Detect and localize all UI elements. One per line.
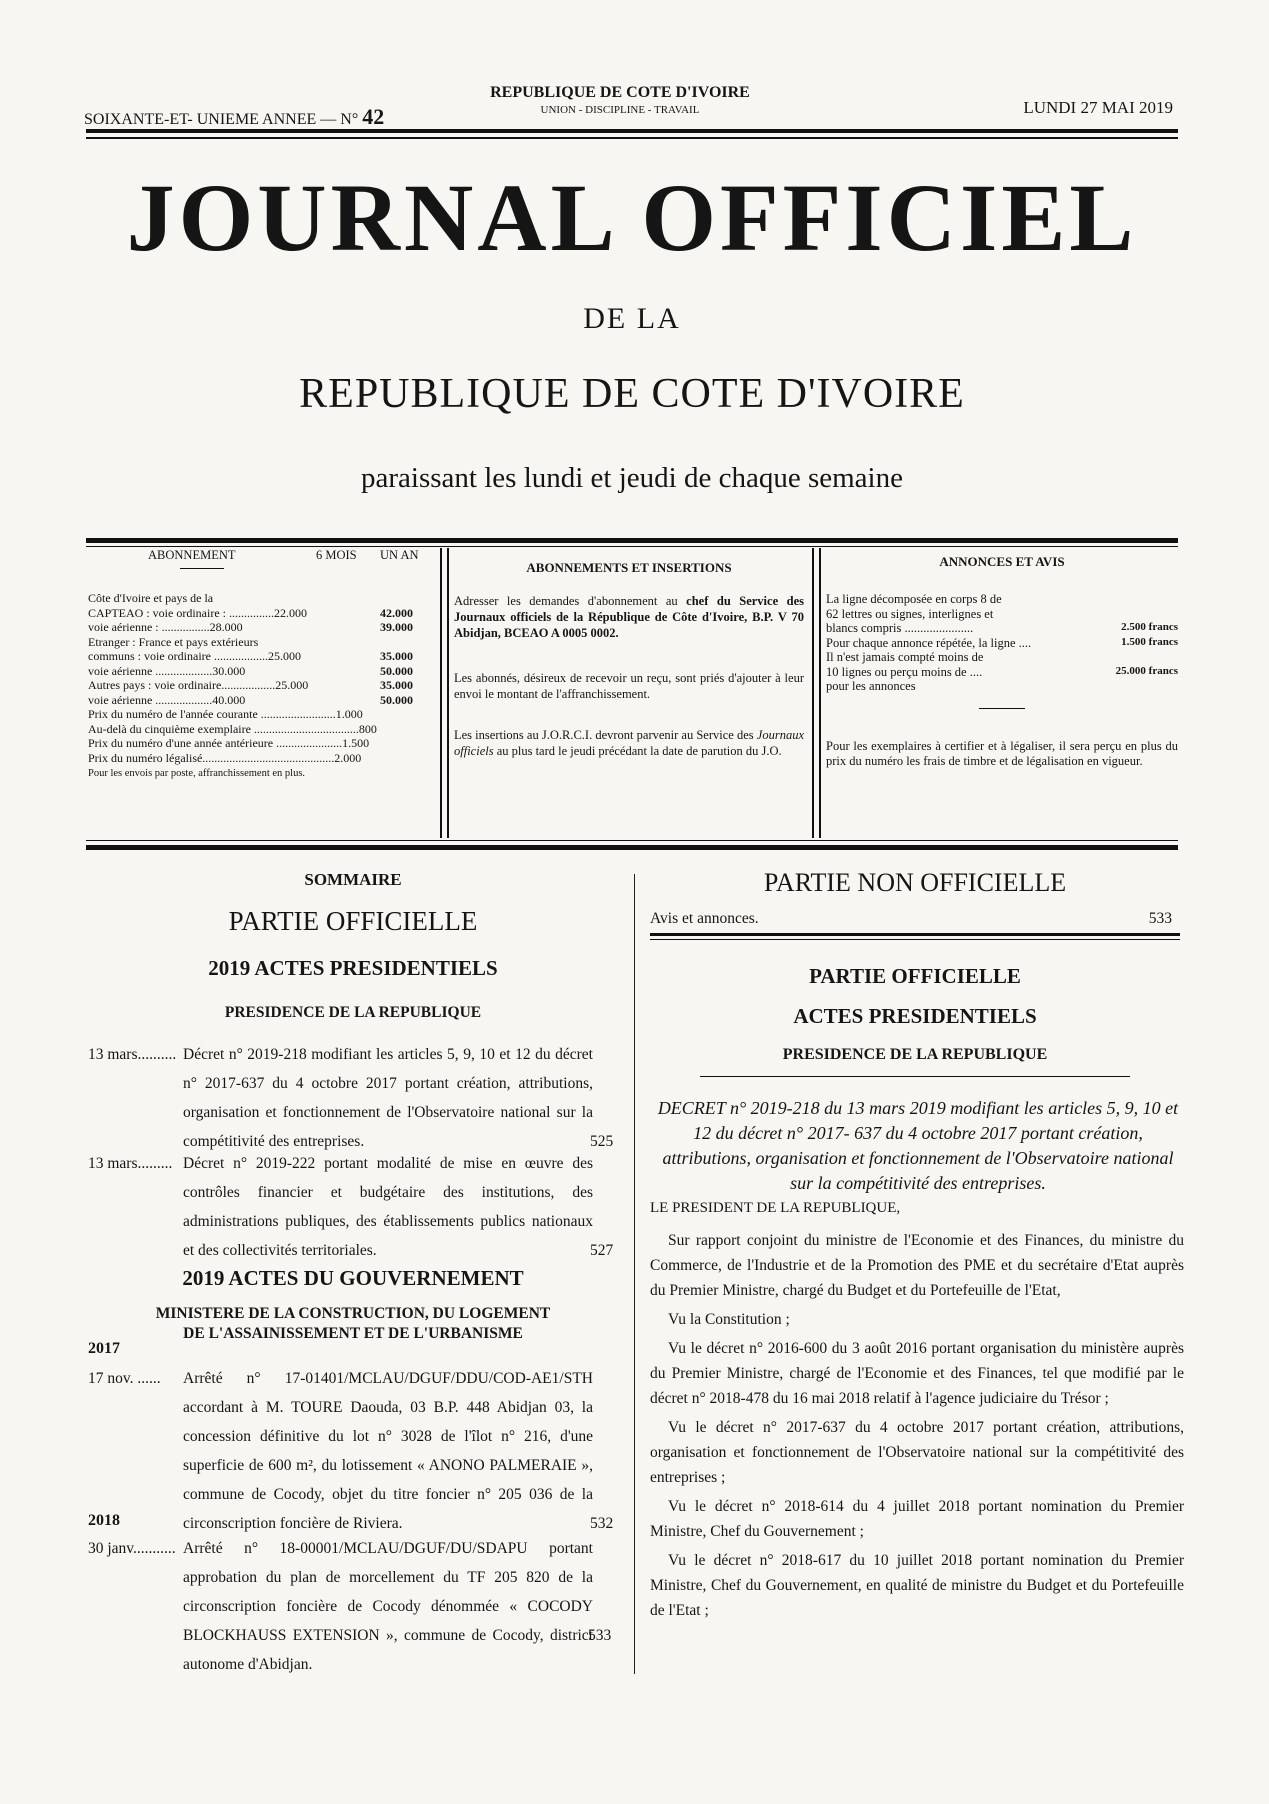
decree-paragraph: Vu le décret n° 2017-637 du 4 octobre 2017 portant création, attributions, organisation et fonctionnement de l'Observatoire national sur la compétitivité des entreprises ; [650,1419,1184,1486]
ministere-line-1: MINISTERE DE LA CONSTRUCTION, DU LOGEMENT [155,1305,551,1322]
avis-annonces-label: Avis et annonces. [650,910,759,927]
abonnement-header [88,540,434,570]
annonces-price-2: 1.500 francs [1121,635,1178,648]
header-rule-thin [86,137,1178,139]
abonnement-row [88,707,434,722]
abonnement-box [88,540,434,844]
sommaire-presidence: PRESIDENCE DE LA REPUBLIQUE [224,1004,482,1021]
toc-entry-page: 527 [590,1242,614,1259]
abonnement-row-price: 39.000 [380,620,413,634]
decree-title: DECRET n° 2019-218 du 13 mars 2019 modifiant les articles 5, 9, 10 et 12 du décret n° 2017- 637 du 4 octobre 2017 portant création, attributions, organisation et fonctionnement de l'Observatoire national sur la compétitivité des entreprises. [657,1098,1179,1193]
annonces-l3-text: blancs compris ...................... [826,621,974,636]
sommaire-actes-gouvernement: 2019 ACTES DU GOUVERNEMENT [182,1266,524,1290]
insertions-p2: Les abonnés, désireux de recevoir un reçu, sont priés d'ajouter à leur envoi le montant de l'affranchissement. [454,671,804,701]
year-2017: 2017 [88,1340,120,1357]
annonces-l6 [826,665,1178,680]
decree-paragraph: Vu le décret n° 2018-617 du 10 juillet 2018 portant nomination du Premier Ministre, Chef du Gouvernement, en qualité de ministre du Budget et du Portefeuille de l'Etat ; [650,1552,1184,1619]
annonces-l7 [826,679,1178,694]
abonnement-row-label: Côte d'Ivoire et pays de la [88,591,214,605]
abonnement-6mois: 6 MOIS [316,548,357,562]
annonces-l7-text: pour les annonces [826,679,916,694]
annonces-l2 [826,607,1178,622]
insertions-p3-i: Journaux officiels [454,728,804,758]
insertions-p1-a: Adresser les demandes d'abonnement au [454,594,687,609]
annonces-l5 [826,650,1178,665]
insertions-p1 [454,594,804,641]
decree-paragraph: Vu le décret n° 2016-600 du 3 août 2016 portant organisation du ministère auprès du Premier Ministre, chargé de l'Economie et des Finances, tel que modifié par le décret n° 2018-478 du 16 mai 2018 relatif à l'agence judiciaire du Trésor ; [650,1340,1184,1407]
insertions-box [454,540,804,844]
abonnement-row [88,606,434,621]
toc-entry-text: Arrêté n° 18-00001/MCLAU/DGUF/DU/SDAPU portant approbation du plan de morcellement du TF 205 820 de la circonscription foncière de Cocody dénommée « COCODY BLOCKHAUSS EXTENSION », commune de Cocody, district autonome d'Abidjan. [183,1540,593,1673]
abonnement-row-label: Au-delà du cinquième exemplaire ...................................800 [88,721,377,736]
abonnement-row [88,678,434,693]
decree-body [650,1228,1184,1627]
abonnement-row [88,751,434,766]
toc-entry-1[interactable] [88,1040,622,1156]
toc-entry-text: Décret n° 2019-218 modifiant les articles 5, 9, 10 et 12 du décret n° 2017-637 du 4 octobre 2017 portant création, attributions, organisation et fonctionnement de l'Observatoire national sur la compétitivité des entreprises. [183,1046,593,1150]
abonnement-row [88,591,434,606]
column-divider [634,874,635,1674]
abonnement-row [88,620,434,635]
annonces-l5-text: Il n'est jamais compté moins de [826,650,984,665]
toc-entry-text: Arrêté n° 17-01401/MCLAU/DGUF/DDU/COD-AE1/STH accordant à M. TOURE Daouda, 03 B.P. 448 Abidjan 03, la concession définitive du lot n° 3028 de l'îlot n° 216, d'une superficie de 600 m², du lotissement « ANONO PALMERAIE », commune de Cocody, objet du titre foncier n° 205 036 de la circonscription foncière de Riviera. [183,1370,593,1532]
ministere-line-2: DE L'ASSAINISSEMENT ET DE L'URBANISME [183,1325,523,1342]
decree-paragraph: Vu la Constitution ; [668,1311,790,1328]
decree-paragraph: Sur rapport conjoint du ministre de l'Economie et des Finances, du ministre du Commerce, de l'Industrie et de la Promotion des PME et du secrétaire d'Etat auprès du Premier Ministre, chargé du Budget et du Portefeuille de l'Etat, [650,1232,1184,1299]
abonnement-row-label: voie aérienne ...................40.000 [88,692,246,707]
insertions-p3 [454,728,804,759]
abonnement-1an: UN AN [380,548,419,562]
right-rule-thick [650,933,1180,936]
sommaire-title: SOMMAIRE [304,870,402,889]
infobox-bottom-rule-thin [86,840,1178,841]
header-motto: UNION - DISCIPLINE - TRAVAIL [540,104,700,116]
issue-date: LUNDI 27 MAI 2019 [1023,98,1173,117]
president-line: LE PRESIDENT DE LA REPUBLIQUE, [650,1200,901,1216]
header-republic: REPUBLIQUE DE COTE D'IVOIRE [490,84,750,101]
abonnement-row-price: 50.000 [380,663,413,678]
annonces-l4 [826,636,1178,651]
annonces-cert: Pour les exemplaires à certifier et à légaliser, il sera perçu en plus du prix du numéro les frais de timbre et de légalisation en vigueur. [826,738,1178,769]
decree-paragraph: Vu le décret n° 2018-614 du 4 juillet 2018 portant nomination du Premier Ministre, Chef du Gouvernement ; [650,1498,1184,1540]
abonnement-row-label: Prix du numéro d'une année antérieure ......................1.500 [88,736,370,750]
abonnement-row [88,736,434,751]
sommaire-partie-officielle: PARTIE OFFICIELLE [228,906,478,936]
abonnement-row-label: voie aérienne : ................28.000 [88,620,243,634]
masthead-title: JOURNAL OFFICIEL [126,164,1138,271]
abonnement-row-label: voie aérienne ...................30.000 [88,663,246,678]
toc-entry-page: 525 [590,1133,614,1150]
infobox-divider-2 [812,548,821,838]
toc-entry-date: 13 mars.......... [88,1046,177,1063]
toc-entry-4[interactable] [88,1534,622,1673]
annonces-l4-text: Pour chaque annonce répétée, la ligne .... [826,635,1032,650]
year-2018: 2018 [88,1512,120,1529]
right-actes-presidentiels: ACTES PRESIDENTIELS [793,1004,1037,1028]
abonnement-row-price: 35.000 [380,678,413,692]
sommaire-actes-presidentiels: 2019 ACTES PRESIDENTIELS [208,956,498,980]
header-republic-block [420,84,820,116]
abonnement-row-label: CAPTEAO : voie ordinaire : ...............22.000 [88,605,307,620]
insertions-p3-a: Les insertions au J.O.R.C.I. devront parvenir au Service des [454,728,757,743]
abonnement-label: ABONNEMENT [148,548,236,562]
toc-entry-date: 13 mars......... [88,1155,173,1172]
toc-entry-page: 532 [590,1515,614,1532]
masthead-de-la: DE LA [583,302,681,335]
right-rule-thin [650,939,1180,940]
abonnement-row-label: Autres pays : voie ordinaire..................25.000 [88,678,309,692]
infobox-bottom-rule [86,845,1178,850]
abonnement-row-label: Prix du numéro légalisé............................................2.000 [88,750,362,765]
header-rule-thick [86,129,1178,133]
annonces-l2-text: 62 lettres ou signes, interlignes et [826,606,994,621]
insertions-title: ABONNEMENTS ET INSERTIONS [526,560,732,575]
toc-entry-date: 17 nov. ...... [88,1370,161,1387]
toc-entry-3[interactable] [88,1364,622,1534]
abonnement-row [88,664,434,679]
annonces-l3 [826,621,1178,636]
sommaire-ministere [86,1304,620,1344]
abonnement-row-price: 50.000 [380,692,413,707]
toc-entry-page: 533 [588,1627,612,1644]
partie-non-officielle-title: PARTIE NON OFFICIELLE [763,868,1067,897]
toc-entry-2[interactable] [88,1149,622,1265]
abonnement-row-price: 42.000 [380,605,413,620]
right-presidence: PRESIDENCE DE LA REPUBLIQUE [782,1046,1048,1063]
annonces-l1 [826,592,1178,607]
avis-annonces-entry[interactable] [650,910,1180,928]
abonnement-row-label: Etranger : France et pays extérieurs [88,634,259,649]
annonces-l1-text: La ligne décomposée en corps 8 de [826,592,1002,607]
masthead-republic: REPUBLIQUE DE COTE D'IVOIRE [299,371,965,417]
abonnement-row [88,635,434,650]
abonnement-row-label: Prix du numéro de l'année courante .........................1.000 [88,707,363,721]
annonces-box [826,540,1178,844]
abonnement-row [88,722,434,737]
issue-line [84,104,384,130]
abonnement-rows [88,591,434,765]
abonnement-row [88,693,434,708]
infobox-divider-1 [440,548,449,838]
abonnement-row [88,649,434,664]
right-partie-officielle: PARTIE OFFICIELLE [809,964,1021,988]
insertions-p3-b: au plus tard le jeudi précédant la date de parution du J.O. [493,744,782,758]
abonnement-footnote: Pour les envois par poste, affranchissement en plus. [88,768,306,779]
annonces-separator [979,708,1025,709]
year-prefix: SOIXANTE-ET- UNIEME ANNEE — N° [84,111,359,128]
avis-annonces-page: 533 [1148,910,1172,927]
annonces-price-1: 2.500 francs [1121,621,1178,634]
toc-entry-date: 30 janv........... [88,1540,176,1557]
masthead-tagline: paraissant les lundi et jeudi de chaque semaine [361,462,903,494]
right-separator [700,1076,1130,1077]
toc-entry-text: Décret n° 2019-222 portant modalité de mise en œuvre des contrôles financier et budgétaire des institutions, des administrations publiques, des établissements publics nationaux et des collectivités territoriales. [183,1155,593,1259]
annonces-l6-text: 10 lignes ou perçu moins de .... [826,664,983,679]
annonces-price-3: 25.000 francs [1115,664,1178,677]
issue-number: 42 [362,104,385,129]
annonces-title: ANNONCES ET AVIS [939,554,1065,569]
abonnement-row-label: communs : voie ordinaire ..................25.000 [88,649,301,663]
insertions-p1-b: chef du Service des Journaux officiels de la République de Côte d'Ivoire, B.P. V 70 Abidjan, BCEAO A 0005 0002. [454,594,804,640]
abonnement-row-price: 35.000 [380,649,413,663]
